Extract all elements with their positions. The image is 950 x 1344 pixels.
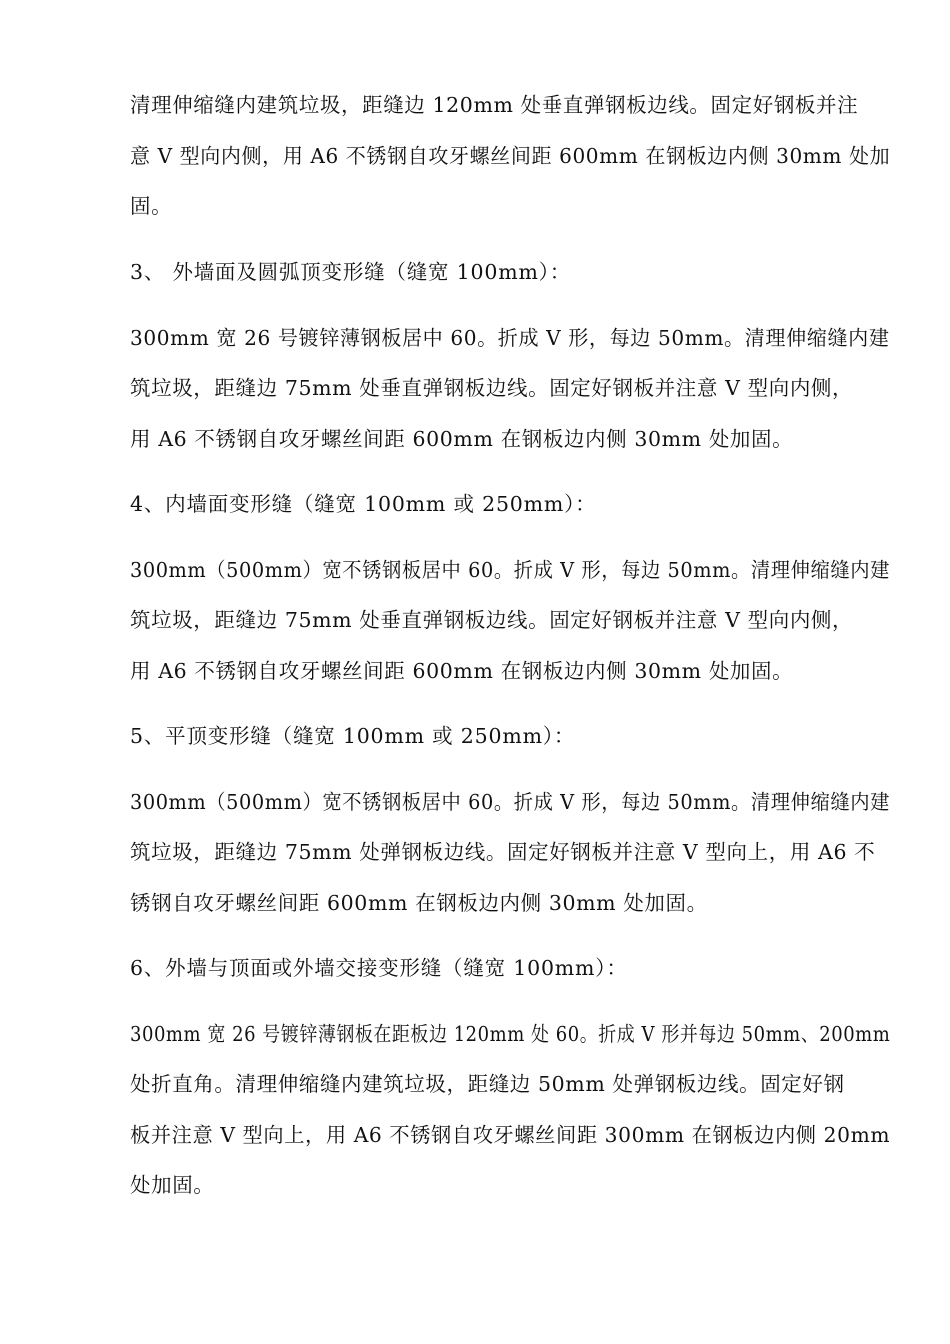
text-line: 筑垃圾，距缝边 75mm 处垂直弹钢板边线。固定好钢板并注意 V 型向内侧，: [130, 376, 854, 400]
text-line: 固。: [130, 194, 173, 218]
text-line: 300mm 宽 26 号镀锌薄钢板居中 60。折成 V 形，每边 50mm。清理伸缩缝内建: [130, 326, 890, 350]
text-line: 处加固。: [130, 1173, 215, 1197]
text-line: 300mm 宽 26 号镀锌薄钢板在距板边 120mm 处 60。折成 V 形并每边 50mm、200mm: [130, 1022, 891, 1046]
text-line: 清理伸缩缝内建筑垃圾，距缝边 120mm 处垂直弹钢板边线。固定好钢板并注: [130, 93, 859, 117]
text-line: 筑垃圾，距缝边 75mm 处垂直弹钢板边线。固定好钢板并注意 V 型向内侧，: [130, 608, 854, 632]
section-heading-4: 4、内墙面变形缝（缝宽 100mm 或 250mm）：: [130, 492, 597, 516]
text-line: 300mm（500mm）宽不锈钢板居中 60。折成 V 形，每边 50mm。清理伸缩缝内建: [130, 558, 890, 582]
text-line: 意 V 型向内侧，用 A6 不锈钢自攻牙螺丝间距 600mm 在钢板边内侧 30mm 处加: [130, 144, 891, 168]
section-heading-6: 6、外墙与顶面或外墙交接变形缝（缝宽 100mm）：: [130, 956, 628, 980]
text-line: 用 A6 不锈钢自攻牙螺丝间距 600mm 在钢板边内侧 30mm 处加固。: [130, 427, 794, 451]
text-line: 用 A6 不锈钢自攻牙螺丝间距 600mm 在钢板边内侧 30mm 处加固。: [130, 659, 794, 683]
text-line: 处折直角。清理伸缩缝内建筑垃圾，距缝边 50mm 处弹钢板边线。固定好钢: [130, 1072, 845, 1096]
section-heading-5: 5、平顶变形缝（缝宽 100mm 或 250mm）：: [130, 724, 576, 748]
text-line: 筑垃圾，距缝边 75mm 处弹钢板边线。固定好钢板并注意 V 型向上，用 A6 不: [130, 840, 876, 864]
section-heading-3: 3、 外墙面及圆弧顶变形缝（缝宽 100mm）：: [130, 260, 572, 284]
text-line: 板并注意 V 型向上，用 A6 不锈钢自攻牙螺丝间距 300mm 在钢板边内侧 20mm: [130, 1123, 891, 1147]
text-line: 300mm（500mm）宽不锈钢板居中 60。折成 V 形，每边 50mm。清理伸缩缝内建: [130, 790, 890, 814]
text-line: 锈钢自攻牙螺丝间距 600mm 在钢板边内侧 30mm 处加固。: [130, 891, 708, 915]
